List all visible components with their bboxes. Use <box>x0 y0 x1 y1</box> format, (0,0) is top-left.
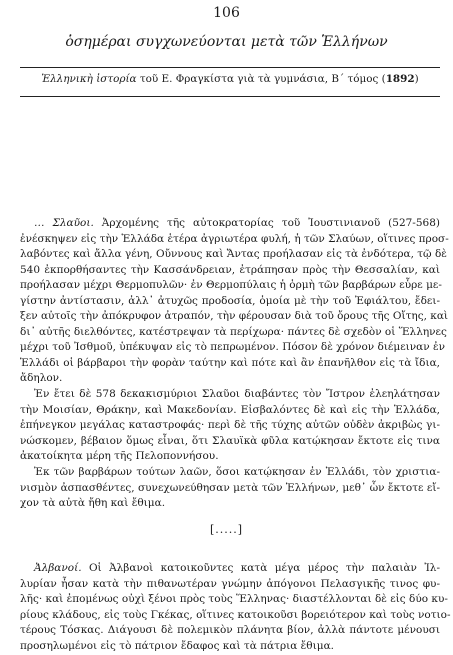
text-line: λαβόντες καὶ ἄλλα γένη, Οὔννους καὶ Ἄντας προήλασαν εἰς τὰ ἐνδότερα, τῷ δὲ <box>20 248 447 260</box>
text-line: τέρους Τόσκας. Διάγουσι δὲ πολεμικὸν πλάνητα βίον, ἀλλὰ πάντοτε μένουσι <box>20 624 440 636</box>
text-line: νισμὸν ἀσπασθέντες, συνεχωνεύθησαν μετὰ τῶν Ἑλλήνων, μεθ᾽ ὧν ἔκτοτε εἴ- <box>20 481 440 494</box>
text-line: χον τὰ αὐτὰ ἤθη καὶ ἔθιμα. <box>20 497 166 509</box>
paragraph-slavs <box>20 216 449 387</box>
section-lead-slavs: … Σλαῦοι. <box>34 217 94 229</box>
text-line: 540 ἐκπορθήσαντες τὴν Κασσάνδρειαν, ἐτράπησαν πρὸς τὴν Θεσσαλίαν, καὶ <box>20 263 440 276</box>
source-title: Ἑλληνικὴ ἱστορία <box>41 73 137 85</box>
text-line: δι᾽ αὐτῆς διελθόντες, κατέστρεψαν τὰ περίχωρα· πάντες δὲ σχεδὸν οἱ Ἕλληνες <box>20 325 447 338</box>
top-rule <box>20 67 440 68</box>
text-line: γίστην ἀντίστασιν, ἀλλ᾽ ἀτυχῶς προδοσία, ὁμοία μὲ τὴν τοῦ Ἐφιάλτου, ἔδει- <box>20 294 440 307</box>
text-line: μέχρι τοῦ Ἰσθμοῦ, ὑπέκυψαν εἰς τὸ πεπρωμένον. Πόσον δὲ χρόνον διέμειναν ἐν <box>20 341 445 353</box>
text-line: ξεν αὐτοῖς τὴν ἀπόκρυφον ἀτραπόν, τὴν φέρουσαν διὰ τοῦ ὄρους τῆς Οἴτης, καὶ <box>20 310 449 322</box>
paragraph-assimilation <box>20 465 440 512</box>
paragraph-albanians <box>20 561 451 654</box>
text-line: Ἐκ τῶν βαρβάρων τούτων λαῶν, ὅσοι κατῴκησαν ἐν Ἑλλάδι, τὸν χριστια- <box>34 466 440 478</box>
text-line: λῆς· καὶ ἐπομένως οὐχὶ ξένοι πρὸς τοὺς Ἕλληνας· διαστέλλονται δὲ εἰς δύο κυ- <box>20 593 448 605</box>
text-line: ἐνέσκηψεν εἰς τὴν Ἑλλάδα ἑτέρα ἀγριωτέρα φυλή, ἡ τῶν Σλαύων, οἵτινες προσ- <box>20 232 449 245</box>
text-line: νώσκομεν, βέβαιον ὅμως εἶναι, ὅτι Σλαυϊκὰ φῦλα κατῴκησαν ἔκτοτε εἰς τινα <box>20 434 440 447</box>
section-lead-albanians: Ἀλβανοί. <box>34 562 82 574</box>
text-line: Ἑλλάδι οἱ βάρβαροι τὴν φορὰν ταύτην καὶ πότε καὶ ἂν ἐπανῆλθον εἰς τὰ ἴδια, <box>20 356 440 369</box>
source-details: τοῦ Ε. Φραγκίστα γιὰ τὰ γυμνάσια, Β΄ τόμος ( <box>136 73 386 85</box>
text-line: … Σλαῦοι. Ἀρχομένης τῆς αὐτοκρατορίας τοῦ Ἰουστινιανοῦ (527-568) <box>34 217 440 229</box>
bottom-rule <box>20 96 440 97</box>
source-close: ) <box>414 73 419 85</box>
text-line: Ἀλβανοί. Οἱ Ἀλβανοὶ κατοικοῦντες κατὰ μέγα μέρος τὴν παλαιὰν Ἰλ- <box>34 562 440 574</box>
text-line: λυρίαν ἦσαν κατὰ τὴν πιθανωτέραν γνώμην ἀπόγονοι Πελασγικῆς τινος φυ- <box>20 577 440 590</box>
text-line: προσηλωμένοι εἰς τὸ πάτριον ἔδαφος καὶ τὰ πάτρια ἔθιμα. <box>20 639 334 652</box>
source-citation <box>20 73 440 85</box>
text-line: ἐπήνεγκον μεγάλας καταστροφάς· περὶ δὲ τῆς τύχης αὐτῶν οὐδὲν ἀκριβὼς γι- <box>20 419 440 431</box>
text-line: ἀκατοίκητα μέρη τῆς Πελοποννήσου. <box>20 450 219 462</box>
paragraph-invasion-578 <box>20 387 440 465</box>
text-line: Ἐν ἔτει δὲ 578 δεκακισμύριοι Σλαῦοι διαβάντες τὸν Ἴστρον ἐλεηλάτησαν <box>34 388 440 400</box>
text-line: προήλασαν μέχρι Θερμοπυλῶν· ἐν Θερμοπύλαις ἡ ὁρμὴ τῶν βαρβάρων εὗρε με- <box>20 279 442 291</box>
text-line: ἄδηλον. <box>20 372 63 384</box>
source-year: 1892 <box>385 73 415 85</box>
omission-marker: [.....] <box>209 523 244 536</box>
text-line: ρίους κλάδους, εἰς τοὺς Γκέκας, οἵτινες κατοικοῦσι βορειότερον καὶ τοὺς νοτιο- <box>20 608 451 621</box>
chapter-title: ὁσημέραι συγχωνεύονται μετὰ τῶν Ἑλλήνων <box>65 34 388 50</box>
text-line: τὴν Μοισίαν, Θράκην, καὶ Μακεδονίαν. Εἰσβαλόντες δὲ καὶ εἰς τὴν Ἑλλάδα, <box>20 403 440 416</box>
page-number: 106 <box>213 5 240 21</box>
